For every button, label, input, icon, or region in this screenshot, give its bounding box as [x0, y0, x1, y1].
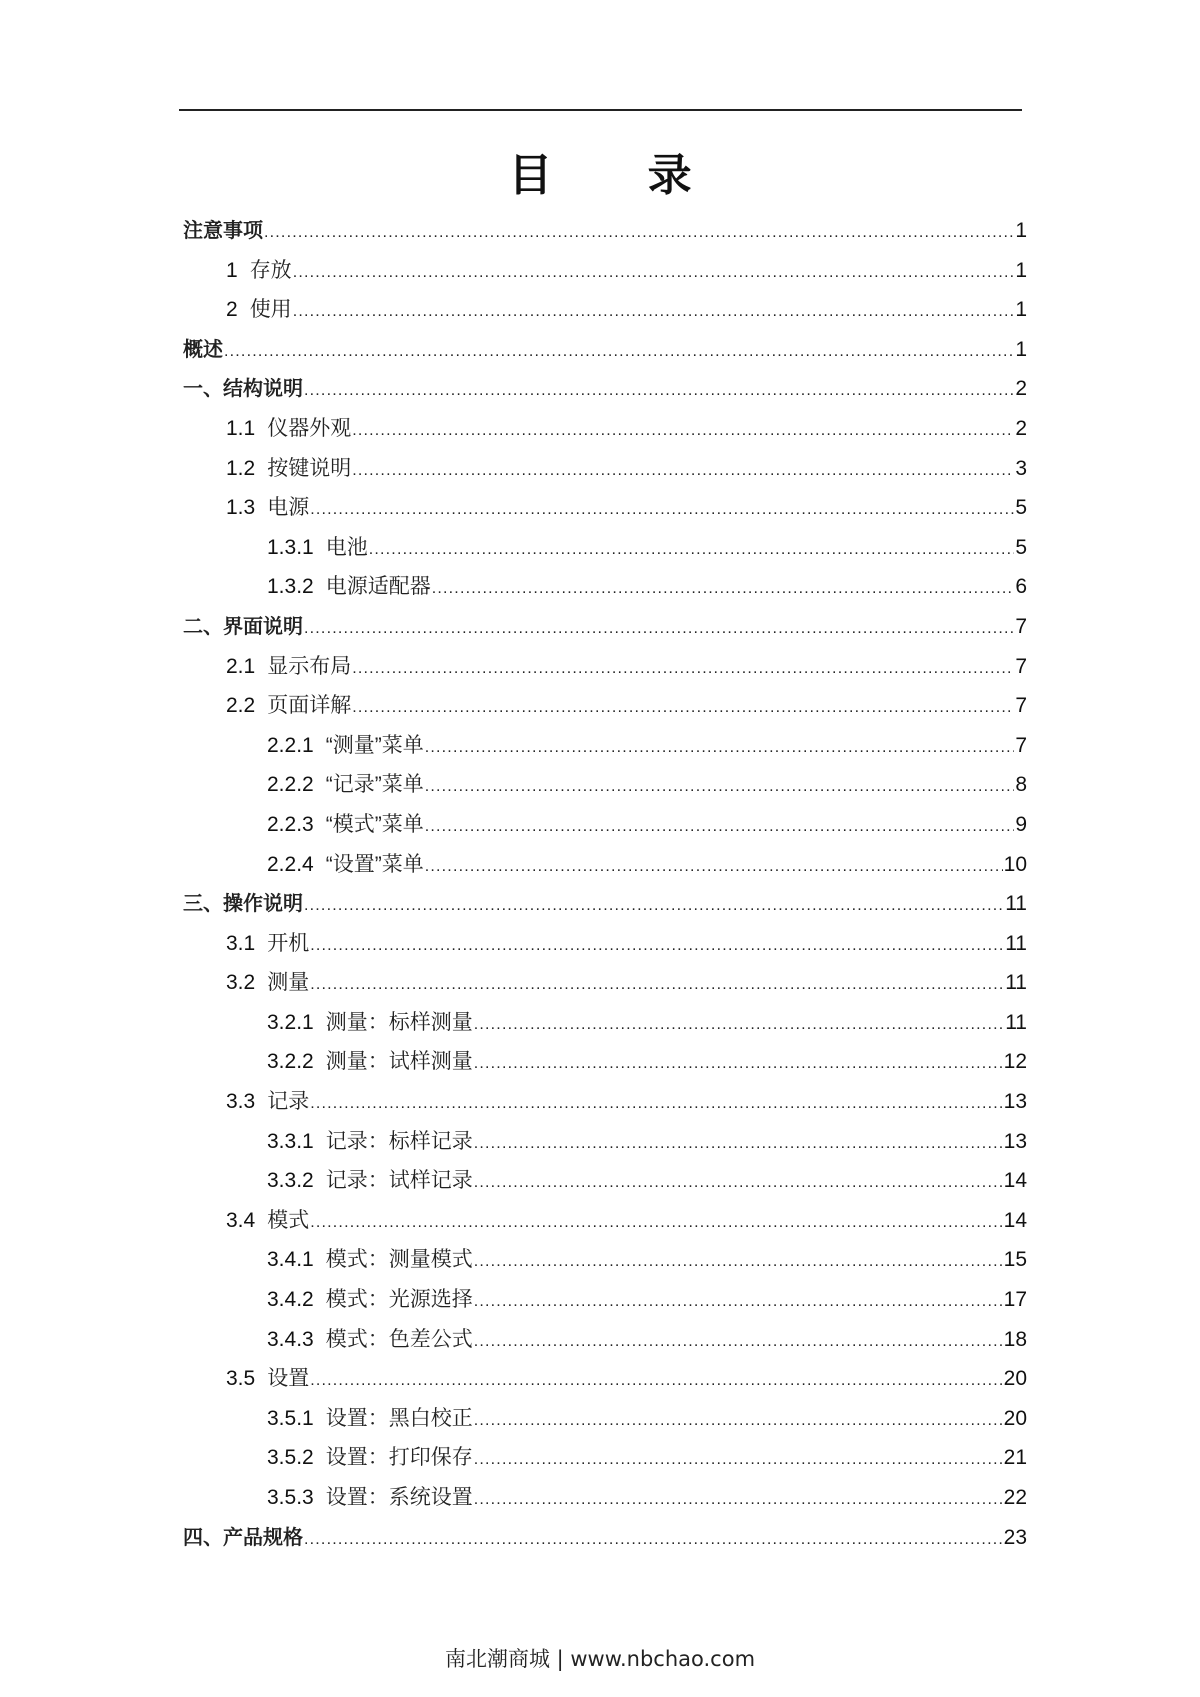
toc-entry-page-number: 8 — [1015, 773, 1027, 797]
toc-entry-label: 模式：光源选择 — [325, 1288, 473, 1312]
dot-leader — [304, 1520, 1003, 1560]
toc-entry-label: 注意事项 — [183, 218, 263, 242]
toc-entry-label: 存放 — [249, 258, 292, 282]
toc-entry-page-number: 11 — [1005, 892, 1027, 916]
toc-entry-number: 1.2 — [226, 456, 256, 480]
toc-entry-label: 仪器外观 — [267, 416, 352, 440]
dot-leader — [432, 569, 1015, 609]
toc-entry[interactable] — [183, 924, 1027, 964]
dot-leader — [310, 965, 1004, 1005]
dot-leader — [474, 1163, 1003, 1203]
toc-entry-label: 设置：打印保存 — [325, 1446, 473, 1470]
toc-entry-page-number: 7 — [1015, 614, 1027, 638]
dot-leader — [474, 1282, 1003, 1322]
toc-entry-number: 3.5.1 — [267, 1406, 314, 1430]
toc-entry[interactable] — [183, 1438, 1027, 1478]
dot-leader — [474, 1440, 1003, 1480]
toc-entry-number: 1.3.2 — [267, 575, 314, 599]
toc-entry-label: 页面详解 — [267, 694, 352, 718]
toc-entry-page-number: 13 — [1003, 1129, 1027, 1153]
toc-entry-page-number: 2 — [1015, 416, 1027, 440]
toc-entry[interactable] — [183, 1399, 1027, 1439]
toc-entry-label: 使用 — [249, 298, 292, 322]
table-of-contents — [183, 211, 1027, 1557]
toc-entry-number: 2.2 — [226, 694, 256, 718]
toc-entry[interactable] — [183, 686, 1027, 726]
toc-entry-number: 1.3.1 — [267, 535, 314, 559]
header-rule — [179, 109, 1022, 111]
dot-leader — [474, 1480, 1003, 1520]
toc-entry-page-number: 3 — [1015, 456, 1027, 480]
toc-entry-page-number: 1 — [1015, 298, 1027, 322]
toc-entry[interactable] — [183, 449, 1027, 489]
toc-title: 目 录 — [508, 150, 732, 201]
toc-entry[interactable] — [183, 1042, 1027, 1082]
toc-entry-label: 电池 — [325, 535, 368, 559]
dot-leader — [425, 728, 1015, 768]
toc-entry-page-number: 14 — [1003, 1169, 1027, 1193]
toc-entry-label: 测量 — [267, 971, 310, 995]
toc-entry[interactable] — [183, 1161, 1027, 1201]
toc-entry-page-number: 7 — [1015, 694, 1027, 718]
toc-entry-page-number: 5 — [1015, 496, 1027, 520]
toc-entry-number: 3.1 — [226, 931, 256, 955]
toc-entry-label: 设置：黑白校正 — [325, 1406, 473, 1430]
toc-entry[interactable] — [183, 1003, 1027, 1043]
toc-entry-number: 3.2 — [226, 971, 256, 995]
dot-leader — [474, 1044, 1003, 1084]
toc-entry-label: “记录”菜单 — [325, 773, 424, 797]
toc-entry-label: 显示布局 — [267, 654, 352, 678]
dot-leader — [310, 1084, 1002, 1124]
toc-entry[interactable] — [183, 211, 1027, 251]
dot-leader — [352, 411, 1014, 451]
toc-entry-page-number: 2 — [1015, 377, 1027, 401]
dot-leader — [293, 292, 1015, 332]
dot-leader — [224, 332, 1014, 372]
toc-entry[interactable] — [183, 1478, 1027, 1518]
toc-entry-page-number: 20 — [1003, 1406, 1027, 1430]
toc-entry-page-number: 17 — [1003, 1288, 1027, 1312]
dot-leader — [474, 1322, 1003, 1362]
toc-entry-number: 1.1 — [226, 416, 256, 440]
toc-entry[interactable] — [183, 805, 1027, 845]
toc-entry-label: 一、结构说明 — [183, 376, 303, 401]
toc-entry-label: 四、产品规格 — [183, 1524, 303, 1549]
toc-entry-number: 2 — [226, 298, 238, 322]
toc-entry-page-number: 18 — [1003, 1327, 1027, 1351]
dot-leader — [310, 490, 1014, 530]
toc-entry[interactable] — [183, 1280, 1027, 1320]
dot-leader — [310, 1203, 1002, 1243]
dot-leader — [352, 688, 1014, 728]
toc-entry-label: 测量：试样测量 — [325, 1050, 473, 1074]
toc-entry-page-number: 11 — [1005, 931, 1027, 955]
toc-entry[interactable] — [183, 726, 1027, 766]
toc-entry-page-number: 15 — [1003, 1248, 1027, 1272]
toc-entry-page-number: 21 — [1003, 1446, 1027, 1470]
toc-entry-number: 3.3 — [226, 1090, 256, 1114]
toc-entry-number: 3.3.1 — [267, 1129, 314, 1153]
toc-entry[interactable] — [183, 1240, 1027, 1280]
toc-entry[interactable] — [183, 765, 1027, 805]
dot-leader — [310, 1361, 1002, 1401]
toc-entry-number: 2.2.1 — [267, 733, 314, 757]
toc-entry-label: 开机 — [267, 931, 310, 955]
toc-entry[interactable] — [183, 1320, 1027, 1360]
toc-entry-label: “设置”菜单 — [325, 852, 424, 876]
toc-entry-page-number: 11 — [1005, 971, 1027, 995]
toc-entry[interactable] — [183, 409, 1027, 449]
toc-entry-label: 电源 — [267, 496, 310, 520]
toc-entry-number: 1.3 — [226, 496, 256, 520]
dot-leader — [352, 649, 1014, 689]
toc-entry-number: 1 — [226, 258, 238, 282]
toc-entry[interactable] — [183, 1518, 1027, 1558]
toc-entry[interactable] — [183, 647, 1027, 687]
toc-entry-number: 3.3.2 — [267, 1169, 314, 1193]
toc-entry-page-number: 5 — [1015, 535, 1027, 559]
toc-entry-page-number: 1 — [1015, 219, 1027, 242]
toc-entry[interactable] — [183, 963, 1027, 1003]
toc-entry-label: 三、操作说明 — [183, 891, 303, 916]
toc-entry-number: 2.2.2 — [267, 773, 314, 797]
dot-leader — [474, 1005, 1004, 1045]
toc-entry[interactable] — [183, 845, 1027, 885]
toc-entry-page-number: 9 — [1015, 812, 1027, 836]
toc-entry-page-number: 10 — [1003, 852, 1027, 876]
dot-leader — [304, 371, 1014, 411]
toc-entry[interactable] — [183, 607, 1027, 647]
toc-entry-page-number: 1 — [1015, 258, 1027, 282]
dot-leader — [352, 451, 1014, 491]
toc-entry-page-number: 13 — [1003, 1090, 1027, 1114]
dot-leader — [425, 767, 1015, 807]
toc-entry[interactable] — [183, 528, 1027, 568]
toc-entry[interactable] — [183, 1359, 1027, 1399]
toc-entry[interactable] — [183, 1201, 1027, 1241]
toc-entry-label: 模式：测量模式 — [325, 1248, 473, 1272]
toc-entry-label: 设置 — [267, 1367, 310, 1391]
toc-entry-page-number: 12 — [1003, 1050, 1027, 1074]
toc-entry-page-number: 23 — [1003, 1525, 1027, 1549]
dot-leader — [474, 1242, 1003, 1282]
toc-entry-label: 模式：色差公式 — [325, 1327, 473, 1351]
toc-entry-label: 模式 — [267, 1208, 310, 1232]
dot-leader — [369, 530, 1015, 570]
dot-leader — [304, 886, 1004, 926]
toc-entry-page-number: 22 — [1003, 1486, 1027, 1509]
toc-entry[interactable] — [183, 884, 1027, 924]
toc-entry-label: 记录 — [267, 1090, 310, 1114]
toc-entry-number: 2.2.4 — [267, 852, 314, 876]
toc-entry-page-number: 6 — [1015, 575, 1027, 599]
toc-entry-page-number: 7 — [1015, 733, 1027, 757]
toc-entry[interactable] — [183, 330, 1027, 370]
toc-entry-label: 设置：系统设置 — [325, 1486, 473, 1509]
toc-entry[interactable] — [183, 488, 1027, 528]
toc-entry-number: 3.5 — [226, 1367, 256, 1391]
toc-entry-page-number: 11 — [1005, 1010, 1027, 1034]
dot-leader — [304, 609, 1014, 649]
dot-leader — [474, 1401, 1003, 1441]
toc-entry-label: 电源适配器 — [325, 575, 431, 599]
toc-entry-number: 2.2.3 — [267, 812, 314, 836]
dot-leader — [264, 213, 1014, 253]
toc-entry[interactable] — [183, 1122, 1027, 1162]
dot-leader — [474, 1124, 1003, 1164]
toc-entry-number: 3.4.1 — [267, 1248, 314, 1272]
toc-entry-number: 3.5.3 — [267, 1486, 314, 1509]
toc-entry-number: 3.2.2 — [267, 1050, 314, 1074]
toc-entry-page-number: 14 — [1003, 1208, 1027, 1232]
toc-entry-number: 2.1 — [226, 654, 256, 678]
toc-entry-label: 记录：标样记录 — [325, 1129, 473, 1153]
toc-entry-page-number: 7 — [1015, 654, 1027, 678]
toc-entry-label: 二、界面说明 — [183, 613, 303, 638]
footer-watermark: 南北潮商城 | www.nbchao.com — [444, 1647, 756, 1671]
toc-entry-number: 3.4 — [226, 1208, 256, 1232]
toc-entry-label: 按键说明 — [267, 456, 352, 480]
dot-leader — [425, 807, 1015, 847]
toc-entry-number: 3.4.3 — [267, 1327, 314, 1351]
toc-entry-number: 3.2.1 — [267, 1010, 314, 1034]
toc-entry-label: 测量：标样测量 — [325, 1010, 473, 1034]
toc-entry-label: 记录：试样记录 — [325, 1169, 473, 1193]
toc-entry-label: “测量”菜单 — [325, 733, 424, 757]
dot-leader — [293, 253, 1015, 293]
toc-entry-page-number: 20 — [1003, 1367, 1027, 1391]
toc-entry-label: “模式”菜单 — [325, 812, 424, 836]
toc-entry-label: 概述 — [183, 336, 223, 361]
dot-leader — [310, 926, 1004, 966]
toc-entry[interactable] — [183, 251, 1027, 291]
toc-entry[interactable] — [183, 1082, 1027, 1122]
toc-entry-number: 3.4.2 — [267, 1288, 314, 1312]
toc-entry-page-number: 1 — [1015, 337, 1027, 361]
toc-entry[interactable] — [183, 369, 1027, 409]
toc-entry[interactable] — [183, 567, 1027, 607]
toc-entry[interactable] — [183, 290, 1027, 330]
toc-entry-number: 3.5.2 — [267, 1446, 314, 1470]
dot-leader — [425, 847, 1003, 887]
